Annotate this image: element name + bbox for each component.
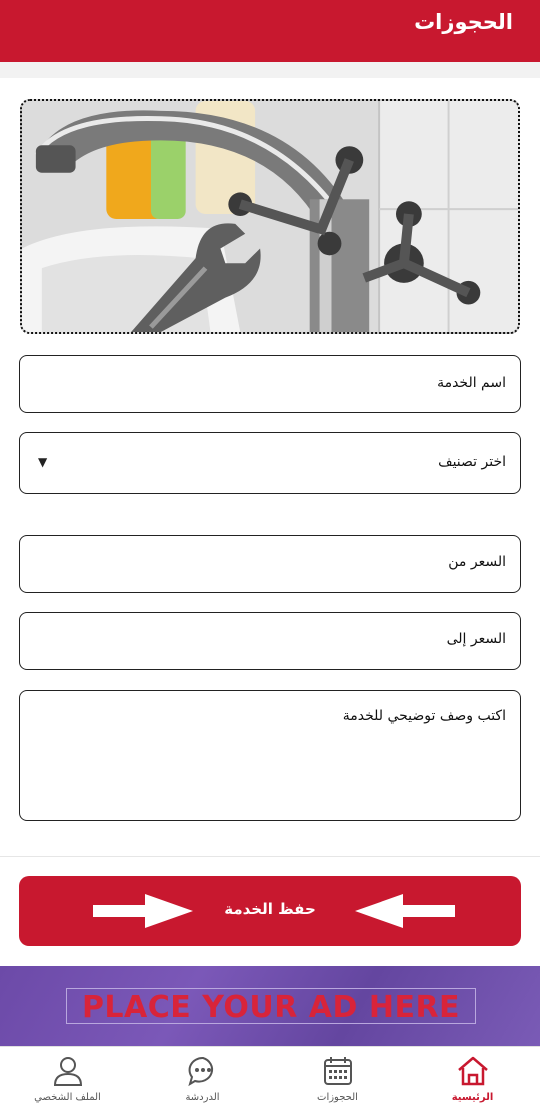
nav-item-home[interactable] bbox=[405, 1047, 540, 1110]
nav-label-home: الرئيسية bbox=[451, 1092, 494, 1103]
price-from-placeholder: السعر من bbox=[448, 554, 506, 570]
service-name-input[interactable] bbox=[19, 355, 521, 413]
nav-label-profile: الملف الشخصي bbox=[34, 1092, 101, 1103]
description-textarea[interactable] bbox=[19, 690, 521, 821]
header-divider bbox=[0, 62, 540, 78]
page-title: الحجوزات bbox=[414, 10, 513, 34]
arrow-left-icon bbox=[355, 894, 455, 928]
section-divider bbox=[0, 856, 540, 857]
user-icon bbox=[52, 1055, 84, 1087]
app-header bbox=[0, 0, 540, 62]
chat-icon bbox=[187, 1055, 219, 1087]
service-name-placeholder: اسم الخدمة bbox=[437, 375, 506, 391]
faucet-wrench-photo bbox=[22, 101, 518, 332]
nav-label-bookings: الحجوزات bbox=[317, 1092, 358, 1103]
category-select[interactable] bbox=[19, 432, 521, 494]
nav-item-chat[interactable] bbox=[135, 1047, 270, 1110]
description-placeholder: اكتب وصف توضيحي للخدمة bbox=[342, 708, 506, 724]
nav-label-chat: الدردشة bbox=[185, 1092, 220, 1103]
price-to-input[interactable] bbox=[19, 612, 521, 670]
category-placeholder: اختر تصنيف bbox=[438, 454, 506, 470]
bottom-navigation bbox=[0, 1046, 540, 1110]
ad-banner[interactable] bbox=[0, 966, 540, 1046]
price-to-placeholder: السعر إلى bbox=[446, 631, 506, 647]
nav-item-profile[interactable] bbox=[0, 1047, 135, 1110]
nav-item-bookings[interactable] bbox=[270, 1047, 405, 1110]
home-icon bbox=[456, 1055, 490, 1087]
save-service-button[interactable] bbox=[19, 876, 521, 946]
ad-frame bbox=[66, 988, 476, 1024]
dropdown-arrow-icon: ▼ bbox=[38, 455, 48, 469]
service-image-picker[interactable] bbox=[20, 99, 520, 334]
ad-text: PLACE YOUR AD HERE bbox=[81, 990, 461, 1025]
calendar-icon bbox=[322, 1055, 354, 1087]
save-service-label: حفظ الخدمة bbox=[224, 900, 316, 918]
price-from-input[interactable] bbox=[19, 535, 521, 593]
